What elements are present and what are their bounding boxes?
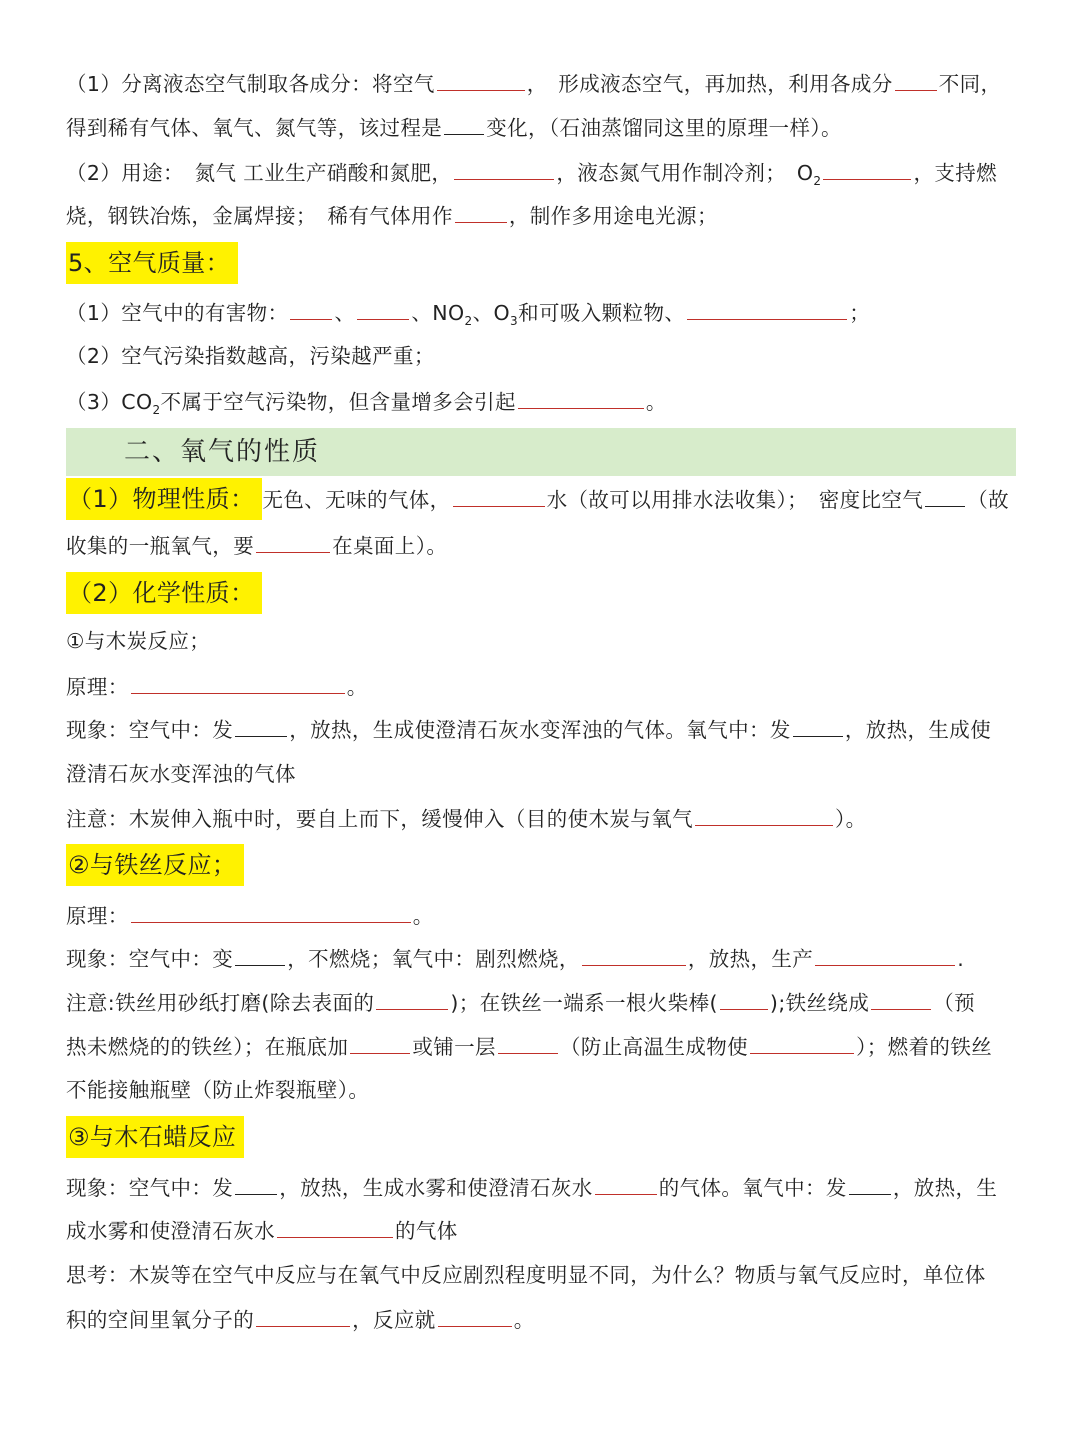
- fill-blank[interactable]: [518, 386, 644, 409]
- text-line: 收集的一瓶氧气，要 在桌面上）。: [66, 530, 1016, 561]
- fill-blank[interactable]: [823, 157, 911, 180]
- text-line: 原理： 。: [66, 900, 1016, 931]
- fill-blank[interactable]: [376, 987, 448, 1010]
- text-line: 现象：空气中：发 ，放热，生成水雾和使澄清石灰水 的气体。氧气中：发 ，放热，生: [66, 1172, 1016, 1203]
- text-line: （2）空气污染指数越高，污染越严重；: [66, 344, 435, 368]
- heading-air-quality: 5、空气质量：: [66, 242, 1016, 285]
- section-band-oxygen-properties: 二、氧气的性质: [66, 428, 1016, 476]
- text-line: 得到稀有气体、氧气、氮气等，该过程是 变化，（石油蒸馏同这里的原理一样）。: [66, 112, 1016, 143]
- text-line: （1）空气中的有害物： 、 、$NO_2$、$O_3$和可吸入颗粒物、 ；: [66, 297, 1016, 336]
- fill-blank[interactable]: [695, 803, 833, 826]
- text-line: 现象：空气中：变 ，不燃烧；氧气中：剧烈燃烧， ，放热，生产 .: [66, 943, 1016, 974]
- fill-blank[interactable]: [438, 1304, 512, 1327]
- fill-blank[interactable]: [131, 900, 411, 923]
- fill-blank[interactable]: [350, 1031, 410, 1054]
- fill-blank[interactable]: [595, 1172, 657, 1195]
- text-line: 成水雾和使澄清石灰水 的气体: [66, 1215, 1016, 1246]
- fill-blank[interactable]: [750, 1031, 854, 1054]
- fill-blank[interactable]: [437, 68, 525, 91]
- fill-blank[interactable]: [582, 943, 686, 966]
- text-line: 思考：木炭等在空气中反应与在氧气中反应剧烈程度明显不同，为什么？物质与氧气反应时，单位体: [66, 1263, 986, 1287]
- text-line: 原理： 。: [66, 671, 1016, 702]
- fill-blank[interactable]: [720, 987, 768, 1010]
- text-line: ①与木炭反应；: [66, 629, 211, 653]
- fill-blank[interactable]: [455, 200, 507, 223]
- fill-blank[interactable]: [815, 943, 955, 966]
- fill-blank[interactable]: [793, 714, 843, 737]
- text-line: 现象：空气中：发 ，放热，生成使澄清石灰水变浑浊的气体。氧气中：发 ，放热，生成使: [66, 714, 1016, 745]
- text-line: （2）用途： 氮气 工业生产硝酸和氮肥， ，液态氮气用作制冷剂； $O_2$ ，支持燃: [66, 157, 1016, 196]
- text-line: 澄清石灰水变浑浊的气体: [66, 762, 296, 786]
- text-line: 注意:铁丝用砂纸打磨(除去表面的 )；在铁丝一端系一根火柴棒( );铁丝绕成 （预: [66, 987, 1016, 1018]
- fill-blank[interactable]: [454, 157, 554, 180]
- fill-blank[interactable]: [235, 1172, 277, 1195]
- fill-blank[interactable]: [235, 714, 287, 737]
- fill-blank[interactable]: [453, 484, 545, 507]
- fill-blank[interactable]: [290, 297, 332, 320]
- fill-blank[interactable]: [277, 1215, 393, 1238]
- text-line: 注意：木炭伸入瓶中时，要自上而下，缓慢伸入（目的使木炭与氧气 ）。: [66, 803, 1016, 834]
- fill-blank[interactable]: [444, 112, 484, 135]
- heading-iron-wire: ②与铁丝反应；: [66, 844, 1016, 887]
- text-line: 积的空间里氧分子的 ，反应就 。: [66, 1304, 1016, 1335]
- fill-blank[interactable]: [235, 943, 285, 966]
- fill-blank[interactable]: [498, 1031, 558, 1054]
- text-line: 热未燃烧的的铁丝）；在瓶底加 或铺一层 （防止高温生成物使 ）；燃着的铁丝: [66, 1031, 1016, 1062]
- text-line: 不能接触瓶壁（防止炸裂瓶壁）。: [66, 1078, 370, 1102]
- text-line: 烧，钢铁冶炼，金属焊接； 稀有气体用作 ，制作多用途电光源；: [66, 200, 1016, 231]
- fill-blank[interactable]: [925, 484, 965, 507]
- fill-blank[interactable]: [256, 530, 330, 553]
- fill-blank[interactable]: [131, 671, 345, 694]
- heading-chemical-properties: （2）化学性质：: [66, 572, 1016, 615]
- heading-paraffin: ③与木石蜡反应: [66, 1116, 1016, 1159]
- fill-blank[interactable]: [849, 1172, 891, 1195]
- fill-blank[interactable]: [256, 1304, 350, 1327]
- fill-blank[interactable]: [357, 297, 409, 320]
- fill-blank[interactable]: [687, 297, 847, 320]
- text-line: （1）分离液态空气制取各成分：将空气 ， 形成液态空气，再加热，利用各成分 不同，: [66, 68, 1016, 99]
- text-line: $(3)CO_2$不属于空气污染物，但含量增多会引起 。: [66, 386, 1016, 425]
- fill-blank[interactable]: [871, 987, 931, 1010]
- text-line: （1）物理性质： 无色、无味的气体， 水（故可以用排水法收集）； 密度比空气 （故: [66, 478, 1016, 521]
- fill-blank[interactable]: [895, 68, 937, 91]
